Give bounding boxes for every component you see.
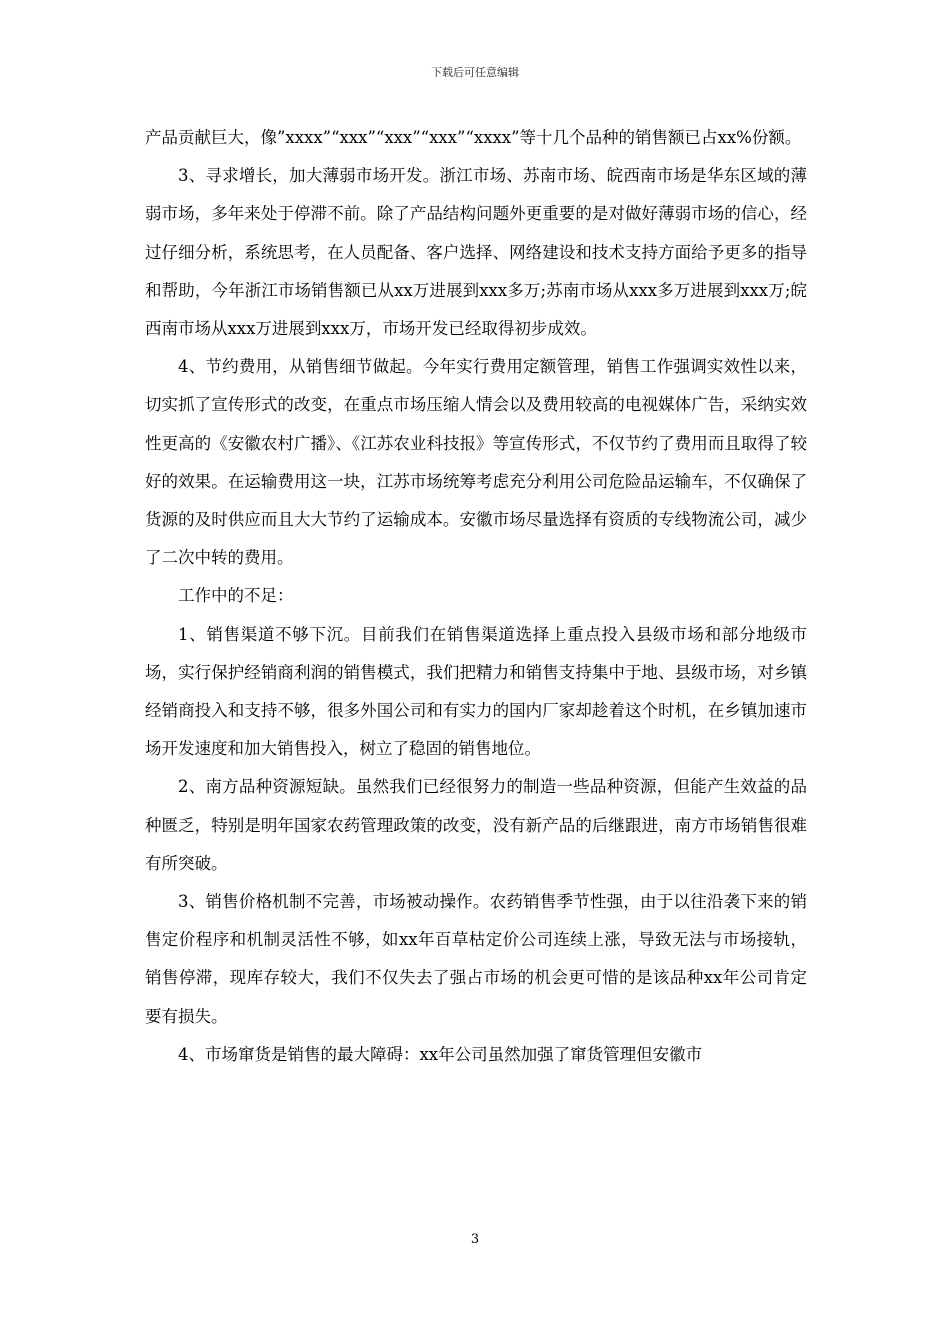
section-heading-shortcomings: 工作中的不足： [178, 586, 294, 606]
paragraph-pricing: 3、销售价格机制不完善，市场被动操作。农药销售季节性强，由于以往沿袭下来的销售定价程序和机制灵活性不够，如xx年百草枯定价公司连续上涨，导致无法与市场接轨，销售停滞，现库存较大，我们不仅失去了强占市场的机会更可惜的是该品种xx年公司肯定要有损失。 [145, 892, 807, 1026]
paragraph-cross-selling: 4、市场窜货是销售的最大障碍：xx年公司虽然加强了窜货管理但安徽市 [178, 1044, 703, 1064]
page-number: 3 [470, 1232, 480, 1247]
paragraph-weak-market: 3、寻求增长，加大薄弱市场开发。浙江市场、苏南市场、皖西南市场是华东区域的薄弱市场，多年来处于停滞不前。除了产品结构问题外更重要的是对做好薄弱市场的信心，经过仔细分析，系统思考，在人员配备、客户选择、网络建设和技术支持方面给予更多的指导和帮助，今年浙江市场销售额已从xx万进展到xxx多万;苏南市场从xxx多万进展到xxx万;皖西南市场从xxx万进展到xxx万，市场开发已经取得初步成效。 [145, 166, 807, 339]
paragraph-save-costs: 4、节约费用，从销售细节做起。今年实行费用定额管理，销售工作强调实效性以来，切实抓了宣传形式的改变，在重点市场压缩人情会以及费用较高的电视媒体广告，采纳实效性更高的《安徽农村广播》、《江苏农业科技报》等宣传形式，不仅节约了费用而且取得了较好的效果。在运输费用这一块，江苏市场统筹考虑充分利用公司危险品运输车，不仅确保了货源的及时供应而且大大节约了运输成本。安徽市场尽量选择有资质的专线物流公司，减少了二次中转的费用。 [145, 357, 807, 568]
paragraph-channel: 1、销售渠道不够下沉。目前我们在销售渠道选择上重点投入县级市场和部分地级市场，实行保护经销商利润的销售模式，我们把精力和销售支持集中于地、县级市场，对乡镇经销商投入和支持不够，很多外国公司和有实力的国内厂家却趁着这个时机，在乡镇加速市场开发速度和加大销售投入，树立了稳固的销售地位。 [145, 624, 807, 759]
paragraph-product-shortage: 2、南方品种资源短缺。虽然我们已经很努力的制造一些品种资源，但能产生效益的品种匮乏，特别是明年国家农药管理政策的改变，没有新产品的后继跟进，南方市场销售很难有所突破。 [145, 777, 807, 873]
document-body [145, 119, 807, 1074]
page-header: 下载后可任意编辑 [431, 66, 519, 79]
paragraph-continuation: 产品贡献巨大，像”xxxx”“xxx”“xxx”“xxx”“xxxx”等十几个品种的销售额已占xx%份额。 [145, 128, 802, 147]
